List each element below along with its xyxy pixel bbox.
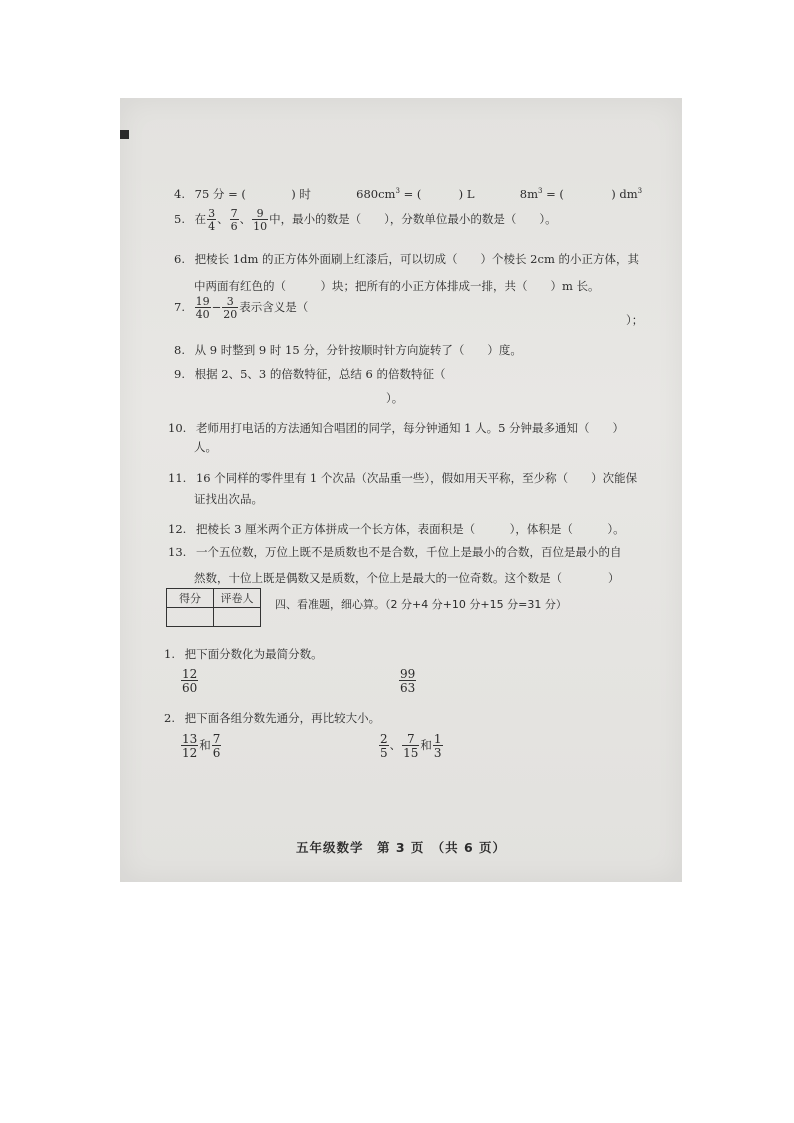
numerator: 3	[226, 295, 234, 308]
fraction	[399, 668, 416, 694]
question-7	[174, 296, 308, 320]
question-number: 12.	[168, 522, 187, 536]
fraction	[181, 668, 198, 694]
fraction	[252, 208, 268, 232]
question-number: 13.	[168, 545, 187, 559]
question-6-line-2	[194, 278, 600, 294]
question-13	[168, 544, 621, 560]
q7-end: ）；	[626, 313, 644, 327]
question-7-end	[626, 312, 643, 328]
numerator: 13	[182, 732, 198, 746]
denominator: 60	[182, 681, 198, 695]
denominator: 6	[230, 220, 238, 233]
q6-line-1: 把棱长 1dm 的正方体外面刷上红漆后，可以切成（ ）个棱长 2cm 的小正方体，其	[194, 252, 640, 266]
question-4	[174, 186, 642, 202]
q4-part-b: ) 时	[291, 187, 311, 201]
numerator: 7	[230, 207, 238, 220]
separator: 、	[239, 212, 252, 226]
question-12	[168, 521, 625, 537]
numerator: 9	[256, 207, 264, 220]
fraction	[230, 208, 239, 232]
question-number: 8.	[174, 343, 185, 357]
numerator: 3	[208, 207, 216, 220]
numerator: 12	[182, 667, 198, 681]
part-2	[164, 710, 380, 726]
part-1-fraction-b	[398, 668, 417, 694]
question-6	[174, 251, 639, 267]
fraction	[402, 733, 419, 759]
denominator: 20	[223, 308, 238, 321]
q6-line-2: 中两面有红色的（ ）块；把所有的小正方体排成一排，共（ ）m 长。	[194, 279, 600, 293]
numerator: 7	[406, 732, 415, 746]
q5-pre: 在	[194, 212, 207, 226]
numerator: 7	[212, 732, 221, 746]
part-2-group-a	[180, 733, 222, 759]
numerator: 99	[400, 667, 416, 681]
fraction	[181, 733, 198, 759]
q12-text: 把棱长 3 厘米两个正方体拼成一个长方体，表面积是（ ），体积是（ ）。	[195, 522, 625, 536]
numerator: 19	[195, 295, 210, 308]
part-1-text: 把下面分数化为最简分数。	[184, 647, 323, 661]
question-number: 11.	[168, 471, 187, 485]
section-title: 四、看准题，细心算。（2 分+4 分+10 分+15 分=31 分）	[275, 598, 567, 611]
denominator: 15	[403, 746, 419, 760]
question-10-line-2	[194, 439, 217, 455]
separator: 、	[389, 738, 402, 752]
q4-part-c: 680cm	[356, 187, 396, 201]
q4-sup-f: 3	[538, 187, 543, 195]
q4-part-a: 75 分 = (	[194, 187, 246, 201]
and-word: 和	[420, 738, 432, 752]
question-number: 10.	[168, 421, 187, 435]
denominator: 4	[208, 220, 216, 233]
q11-line-2: 证找出次品。	[194, 492, 263, 506]
q4-sup-h: 3	[637, 187, 643, 195]
part-2-text: 把下面各组分数先通分，再比较大小。	[184, 711, 381, 725]
q4-part-g: = (	[542, 187, 564, 201]
denominator: 12	[182, 746, 198, 760]
fraction	[212, 733, 222, 759]
question-number: 4.	[174, 187, 185, 201]
fraction	[195, 296, 211, 320]
grader-cell	[214, 608, 261, 627]
question-9-line-2	[386, 390, 403, 406]
question-10	[168, 420, 624, 436]
score-cell	[167, 608, 214, 627]
q13-line-1: 一个五位数，万位上既不是质数也不是合数，千位上是最小的合数，百位是最小的自	[195, 545, 622, 559]
q11-line-1: 16 个同样的零件里有 1 个次品（次品重一些），假如用天平称，至少称（ ）次能保	[195, 471, 638, 485]
question-number: 5.	[174, 212, 185, 226]
score-header: 得分	[167, 589, 214, 608]
q10-line-1: 老师用打电话的方法通知合唱团的同学，每分钟通知 1 人。5 分钟最多通知（ ）	[195, 421, 625, 435]
question-9	[174, 366, 446, 382]
question-number: 6.	[174, 252, 185, 266]
q4-part-f: 8m	[519, 187, 538, 201]
numerator: 2	[380, 732, 388, 746]
part-2-group-b	[378, 733, 444, 759]
part-number: 1.	[164, 647, 175, 661]
q4-part-h: ) dm	[611, 187, 638, 201]
part-number: 2.	[164, 711, 175, 725]
denominator: 3	[433, 746, 442, 760]
separator: 、	[217, 212, 229, 226]
question-11	[168, 470, 637, 486]
minus-sign: −	[211, 300, 222, 314]
denominator: 40	[195, 308, 210, 321]
q7-text: 表示含义是（	[239, 300, 309, 314]
denominator: 5	[380, 746, 388, 760]
q5-text: 中，最小的数是（ ），分数单位最小的数是（ ）。	[269, 212, 557, 226]
q4-part-e: ) L	[458, 187, 475, 201]
exam-page	[120, 98, 682, 882]
q10-line-2: 人。	[194, 440, 217, 454]
section-heading	[275, 597, 567, 613]
q13-line-2: 然数，十位上既是偶数又是质数，个位上是最大的一位奇数。这个数是（ ）	[194, 571, 620, 585]
registration-marker	[120, 130, 129, 139]
grader-header: 评卷人	[214, 589, 261, 608]
numerator: 1	[433, 732, 442, 746]
question-number: 9.	[174, 367, 185, 381]
denominator: 63	[400, 681, 416, 695]
fraction	[207, 208, 216, 232]
and-word: 和	[199, 738, 211, 752]
score-table	[166, 588, 261, 627]
question-5	[174, 208, 557, 232]
part-1-fraction-a	[180, 668, 199, 694]
denominator: 10	[253, 220, 268, 233]
fraction	[379, 733, 389, 759]
q4-sup-c: 3	[395, 187, 400, 195]
fraction	[433, 733, 443, 759]
question-11-line-2	[194, 491, 263, 507]
question-13-line-2	[194, 570, 620, 586]
question-8	[174, 342, 522, 358]
fraction	[222, 296, 238, 320]
q8-text: 从 9 时整到 9 时 15 分，分针按顺时针方向旋转了（ ）度。	[194, 343, 522, 357]
q4-part-d: = (	[399, 187, 422, 201]
part-1	[164, 646, 323, 662]
q9-line-1: 根据 2、5、3 的倍数特征，总结 6 的倍数特征（	[194, 367, 446, 381]
page-footer: 五年级数学 第 3 页 （共 6 页）	[295, 840, 507, 855]
denominator: 6	[212, 746, 221, 760]
question-number: 7.	[174, 300, 185, 314]
q9-line-2: ）。	[386, 391, 404, 405]
